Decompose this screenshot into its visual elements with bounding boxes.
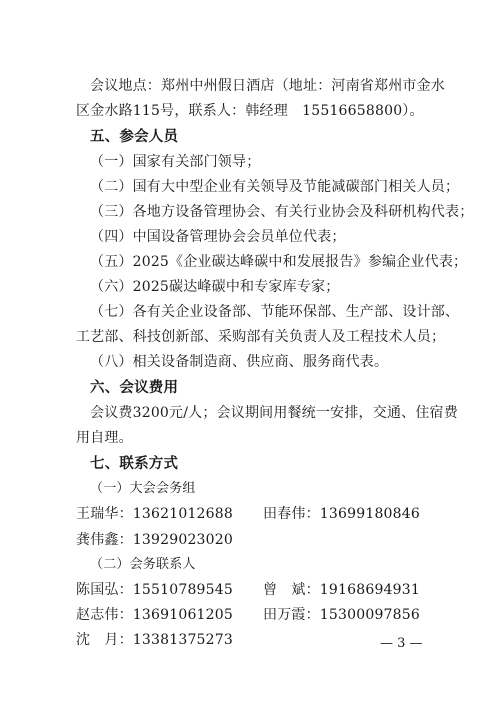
section-5-item-3: （三）各地方设备管理协会、有关行业协会及科研机构代表； [90, 204, 474, 220]
venue-line-1: 会议地点：郑州中州假日酒店（地址：河南省郑州市金水 [90, 78, 445, 94]
contact-tian-wanxia: 田万霞：15300097856 [263, 607, 420, 623]
section-5-item-5: （五）2025《企业碳达峰碳中和发展报告》参编企业代表； [90, 254, 468, 270]
contact-wang-ruihua: 王瑞华：13621012688 [76, 506, 233, 522]
contact-tian-chunwei: 田春伟：13699180846 [263, 506, 420, 522]
section-5-item-1: （一）国家有关部门领导； [90, 154, 261, 170]
section-5-item-2: （二）国有大中型企业有关领导及节能减碳部门相关人员； [90, 179, 460, 195]
section-6-title: 六、会议费用 [90, 379, 179, 396]
section-5-item-4: （四）中国设备管理协会会员单位代表； [90, 229, 346, 245]
section-5-item-7: （七）各有关企业设备部、节能环保部、生产部、设计部、 [90, 304, 460, 320]
venue-line-2: 区金水路115号，联系人：韩经理 15516658800）。 [76, 103, 424, 119]
section-5-item-7-cont: 工艺部、科技创新部、采购部有关负责人及工程技术人员； [76, 329, 446, 345]
group-2-title: （二）会务联系人 [90, 557, 196, 572]
contact-shen-yue: 沈 月：13381375273 [76, 632, 233, 648]
group-1-title: （一）大会会务组 [90, 481, 196, 496]
contact-zeng-bin: 曾 斌：19168694931 [263, 582, 420, 598]
contact-chen-guohong: 陈国弘：15510789545 [76, 582, 233, 598]
contact-zhao-zhiwei: 赵志伟：13691061205 [76, 607, 233, 623]
section-6-line-2: 用自理。 [76, 430, 133, 446]
contact-gong-weixin: 龚伟鑫：13929023020 [76, 532, 233, 548]
section-6-line-1: 会议费3200元/人；会议期间用餐统一安排，交通、住宿费 [90, 405, 458, 421]
section-5-item-6: （六）2025碳达峰碳中和专家库专家； [90, 279, 340, 295]
section-5-item-8: （八）相关设备制造商、供应商、服务商代表。 [90, 354, 389, 370]
page-number: — 3 — [380, 636, 423, 651]
section-5-title: 五、参会人员 [90, 128, 179, 145]
section-7-title: 七、联系方式 [90, 455, 179, 472]
